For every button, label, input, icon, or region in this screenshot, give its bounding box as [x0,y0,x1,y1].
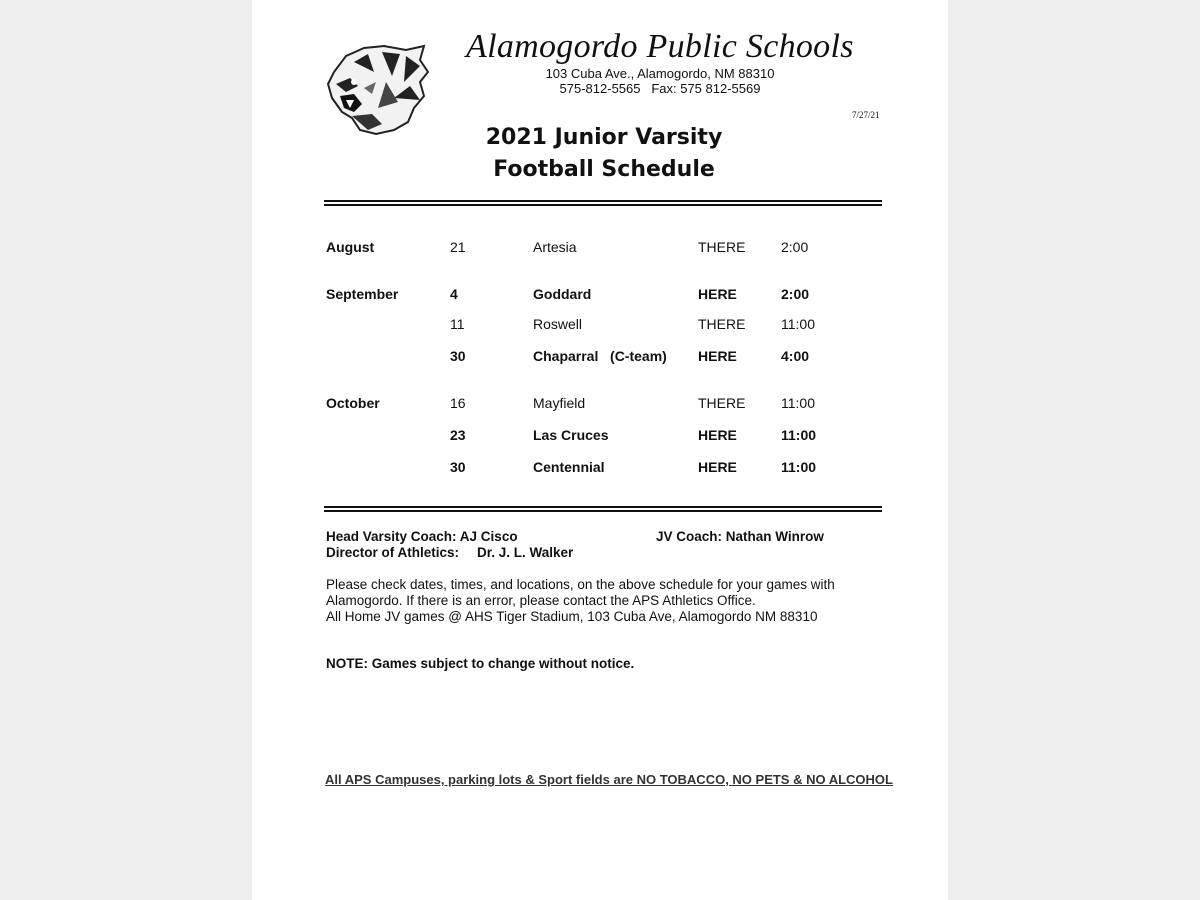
document-page [252,0,948,900]
schedule-time: 11:00 [781,459,817,475]
school-name: Alamogordo Public Schools [466,28,854,65]
check-note-line2: Alamogordo. If there is an error, please contact the APS Athletics Office. [326,593,756,608]
schedule-time: 2:00 [781,239,809,255]
schedule-day: 30 [450,459,466,475]
schedule-opponent: Las Cruces [533,427,609,443]
tiger-head-icon [324,42,432,138]
schedule-day: 30 [450,348,466,364]
schedule-location: HERE [698,427,737,443]
schedule-title-line1: 2021 Junior Varsity [485,125,723,150]
jv-coach: JV Coach: Nathan Winrow [656,529,824,544]
school-address: 103 Cuba Ave., Alamogordo, NM 88310 [545,66,775,81]
check-note-line1: Please check dates, times, and locations, on the above schedule for your games with [326,577,835,592]
schedule-opponent: Centennial [533,459,605,475]
schedule-location: HERE [698,348,737,364]
school-phone-fax: 575-812-5565 Fax: 575 812-5569 [559,81,761,96]
top-divider [324,200,882,206]
schedule-title-line2: Football Schedule [493,157,715,182]
schedule-location: HERE [698,459,737,475]
no-tobacco-banner: All APS Campuses, parking lots & Sport fields are NO TOBACCO, NO PETS & NO ALCOHOL [325,772,893,787]
schedule-time: 11:00 [781,427,817,443]
schedule-location: THERE [698,239,746,255]
schedule-opponent: Artesia [533,239,577,255]
schedule-opponent: Chaparral (C-team) [533,348,667,364]
schedule-month: October [326,395,380,411]
schedule-opponent: Roswell [533,316,583,332]
director-name: Dr. J. L. Walker [477,545,574,560]
schedule-month: September [326,286,399,302]
schedule-day: 21 [450,239,466,255]
change-notice: NOTE: Games subject to change without notice. [326,656,635,671]
schedule-location: HERE [698,286,737,302]
schedule-opponent: Mayfield [533,395,586,411]
schedule-time: 2:00 [781,286,810,302]
schedule-location: THERE [698,395,746,411]
schedule-month: August [326,239,375,255]
head-coach: Head Varsity Coach: AJ Cisco [326,529,518,544]
director-label: Director of Athletics: [326,545,460,560]
schedule-time: 11:00 [781,316,815,332]
check-note-line3: All Home JV games @ AHS Tiger Stadium, 103 Cuba Ave, Alamogordo NM 88310 [326,609,818,624]
schedule-time: 11:00 [781,395,815,411]
schedule-opponent: Goddard [533,286,592,302]
document-date: 7/27/21 [852,110,880,120]
schedule-time: 4:00 [781,348,810,364]
schedule-day: 11 [450,316,465,332]
schedule-day: 4 [450,286,458,302]
schedule-day: 16 [450,395,466,411]
schedule-location: THERE [698,316,746,332]
schedule-day: 23 [450,427,466,443]
bottom-divider [324,506,882,512]
